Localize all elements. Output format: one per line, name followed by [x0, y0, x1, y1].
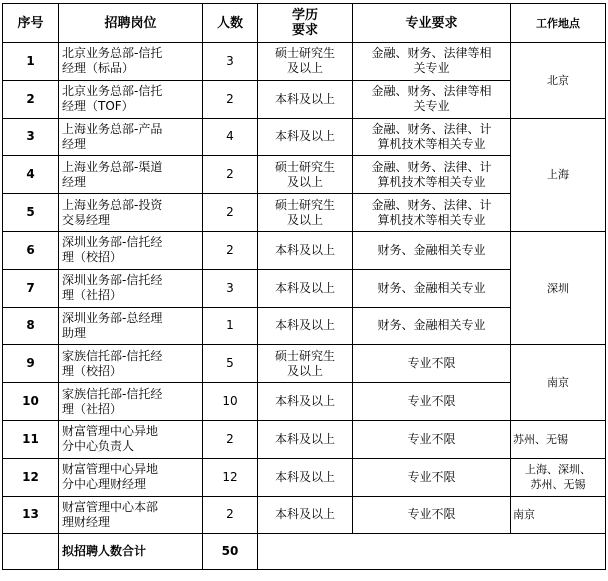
post-cell: [59, 194, 203, 232]
edu-cell: 本科及以上: [258, 458, 353, 496]
major-cell: [353, 43, 511, 81]
total-value: 50: [203, 534, 258, 570]
major-cell: 财务、金融相关专业: [353, 269, 511, 307]
count-cell: 5: [203, 345, 258, 383]
edu-cell: 本科及以上: [258, 383, 353, 421]
post-line1: 上海业务总部-渠道: [62, 159, 163, 174]
edu-cell: [258, 43, 353, 81]
location-line1: 上海、深圳、: [525, 463, 591, 477]
header-location: 工作地点: [511, 4, 606, 43]
total-label: 拟招聘人数合计: [59, 534, 203, 570]
count-cell: 2: [203, 420, 258, 458]
post-cell: [59, 231, 203, 269]
table-row: [3, 458, 606, 496]
location-cell: 南京: [511, 496, 606, 534]
major-cell: 专业不限: [353, 383, 511, 421]
post-line2: 分中心负责人: [62, 439, 135, 454]
count-cell: 2: [203, 194, 258, 232]
post-line1: 深圳业务部-信托经: [62, 235, 163, 250]
post-line1: 上海业务总部-投资: [62, 197, 163, 212]
edu-cell: 本科及以上: [258, 80, 353, 118]
post-line1: 北京业务总部-信托: [62, 84, 163, 99]
post-line2: 交易经理: [62, 212, 111, 227]
count-cell: 2: [203, 496, 258, 534]
edu-line2: 及以上: [286, 174, 323, 189]
count-cell: 2: [203, 231, 258, 269]
post-cell: [59, 269, 203, 307]
count-cell: 2: [203, 80, 258, 118]
major-cell: [353, 80, 511, 118]
location-cell: [511, 458, 606, 496]
edu-line2: 及以上: [286, 363, 323, 378]
count-cell: 4: [203, 118, 258, 156]
post-line2: 理（校招）: [62, 250, 123, 265]
edu-cell: 本科及以上: [258, 307, 353, 345]
post-line1: 家族信托部-信托经: [62, 386, 163, 401]
seq-cell: 2: [3, 80, 59, 118]
post-cell: [59, 43, 203, 81]
post-cell: [59, 458, 203, 496]
header-count: 人数: [203, 4, 258, 43]
location-cell-beijing: 北京: [511, 43, 606, 119]
seq-cell: 13: [3, 496, 59, 534]
edu-line1: 硕士研究生: [274, 197, 335, 212]
edu-cell: 本科及以上: [258, 496, 353, 534]
major-line2: 关专业: [413, 99, 450, 114]
header-edu-line1: 学历: [291, 8, 318, 23]
post-line1: 财富管理中心异地: [62, 424, 159, 439]
header-row: [3, 4, 606, 43]
edu-cell: 本科及以上: [258, 269, 353, 307]
post-cell: [59, 307, 203, 345]
major-line1: 金融、财务、法律、计: [371, 159, 492, 174]
header-seq: 序号: [3, 4, 59, 43]
post-line1: 北京业务总部-信托: [62, 46, 163, 61]
header-post: 招聘岗位: [59, 4, 203, 43]
edu-cell: [258, 194, 353, 232]
table-row: [3, 118, 606, 156]
location-line2: 苏州、无锡: [530, 478, 586, 492]
location-cell: 苏州、无锡: [511, 420, 606, 458]
post-line2: 经理: [62, 174, 87, 189]
post-line1: 深圳业务部-信托经: [62, 273, 163, 288]
major-line2: 关专业: [413, 61, 450, 76]
header-edu: [258, 4, 353, 43]
major-cell: 专业不限: [353, 496, 511, 534]
post-line2: 理财经理: [62, 514, 111, 529]
post-line1: 深圳业务部-总经理: [62, 310, 163, 325]
edu-line1: 硕士研究生: [274, 159, 335, 174]
post-line2: 助理: [62, 325, 87, 340]
location-cell-shanghai: 上海: [511, 118, 606, 231]
post-line2: 理（社招）: [62, 288, 123, 303]
post-line2: 分中心理财经理: [62, 477, 147, 492]
major-cell: 专业不限: [353, 345, 511, 383]
seq-cell: 5: [3, 194, 59, 232]
post-line2: 理（校招）: [62, 363, 123, 378]
post-line2: 经理: [62, 136, 87, 151]
seq-cell: 10: [3, 383, 59, 421]
total-empty-cell: [3, 534, 59, 570]
seq-cell: 9: [3, 345, 59, 383]
seq-cell: 3: [3, 118, 59, 156]
major-cell: [353, 194, 511, 232]
post-cell: [59, 156, 203, 194]
seq-cell: 11: [3, 420, 59, 458]
major-line1: 金融、财务、法律等相: [371, 84, 492, 99]
header-major: 专业要求: [353, 4, 511, 43]
post-cell: [59, 118, 203, 156]
post-line2: 经理（标品）: [62, 61, 135, 76]
seq-cell: 7: [3, 269, 59, 307]
post-line1: 财富管理中心异地: [62, 462, 159, 477]
post-cell: [59, 345, 203, 383]
count-cell: 3: [203, 43, 258, 81]
table-row: [3, 420, 606, 458]
edu-cell: [258, 345, 353, 383]
post-cell: [59, 80, 203, 118]
edu-line2: 及以上: [286, 212, 323, 227]
post-cell: [59, 420, 203, 458]
major-cell: [353, 156, 511, 194]
count-cell: 2: [203, 156, 258, 194]
major-cell: 专业不限: [353, 458, 511, 496]
edu-cell: 本科及以上: [258, 420, 353, 458]
major-cell: 财务、金融相关专业: [353, 307, 511, 345]
major-cell: [353, 118, 511, 156]
location-cell-shenzhen: 深圳: [511, 231, 606, 344]
major-line1: 金融、财务、法律等相: [371, 46, 492, 61]
count-cell: 10: [203, 383, 258, 421]
post-cell: [59, 383, 203, 421]
major-line1: 金融、财务、法律、计: [371, 197, 492, 212]
post-line2: 经理（TOF）: [62, 99, 134, 114]
location-cell-nanjing: 南京: [511, 345, 606, 421]
major-cell: 专业不限: [353, 420, 511, 458]
total-empty-span: [258, 534, 606, 570]
total-row: [3, 534, 606, 570]
post-line1: 财富管理中心本部: [62, 499, 159, 514]
edu-line2: 及以上: [286, 61, 323, 76]
seq-cell: 6: [3, 231, 59, 269]
post-line2: 理（社招）: [62, 401, 123, 416]
count-cell: 12: [203, 458, 258, 496]
post-cell: [59, 496, 203, 534]
post-line1: 上海业务总部-产品: [62, 121, 163, 136]
seq-cell: 8: [3, 307, 59, 345]
table-row: [3, 496, 606, 534]
edu-cell: [258, 156, 353, 194]
edu-cell: 本科及以上: [258, 118, 353, 156]
count-cell: 1: [203, 307, 258, 345]
post-line1: 家族信托部-信托经: [62, 348, 163, 363]
edu-cell: 本科及以上: [258, 231, 353, 269]
seq-cell: 12: [3, 458, 59, 496]
major-line2: 算机技术等相关专业: [377, 212, 486, 227]
table-row: [3, 43, 606, 81]
edu-line1: 硕士研究生: [274, 348, 335, 363]
major-line2: 算机技术等相关专业: [377, 174, 486, 189]
major-cell: 财务、金融相关专业: [353, 231, 511, 269]
seq-cell: 4: [3, 156, 59, 194]
count-cell: 3: [203, 269, 258, 307]
seq-cell: 1: [3, 43, 59, 81]
table-row: [3, 345, 606, 383]
table-row: [3, 231, 606, 269]
major-line2: 算机技术等相关专业: [377, 136, 486, 151]
edu-line1: 硕士研究生: [274, 46, 335, 61]
major-line1: 金融、财务、法律、计: [371, 121, 492, 136]
header-edu-line2: 要求: [291, 23, 318, 38]
recruitment-table: [2, 3, 606, 570]
